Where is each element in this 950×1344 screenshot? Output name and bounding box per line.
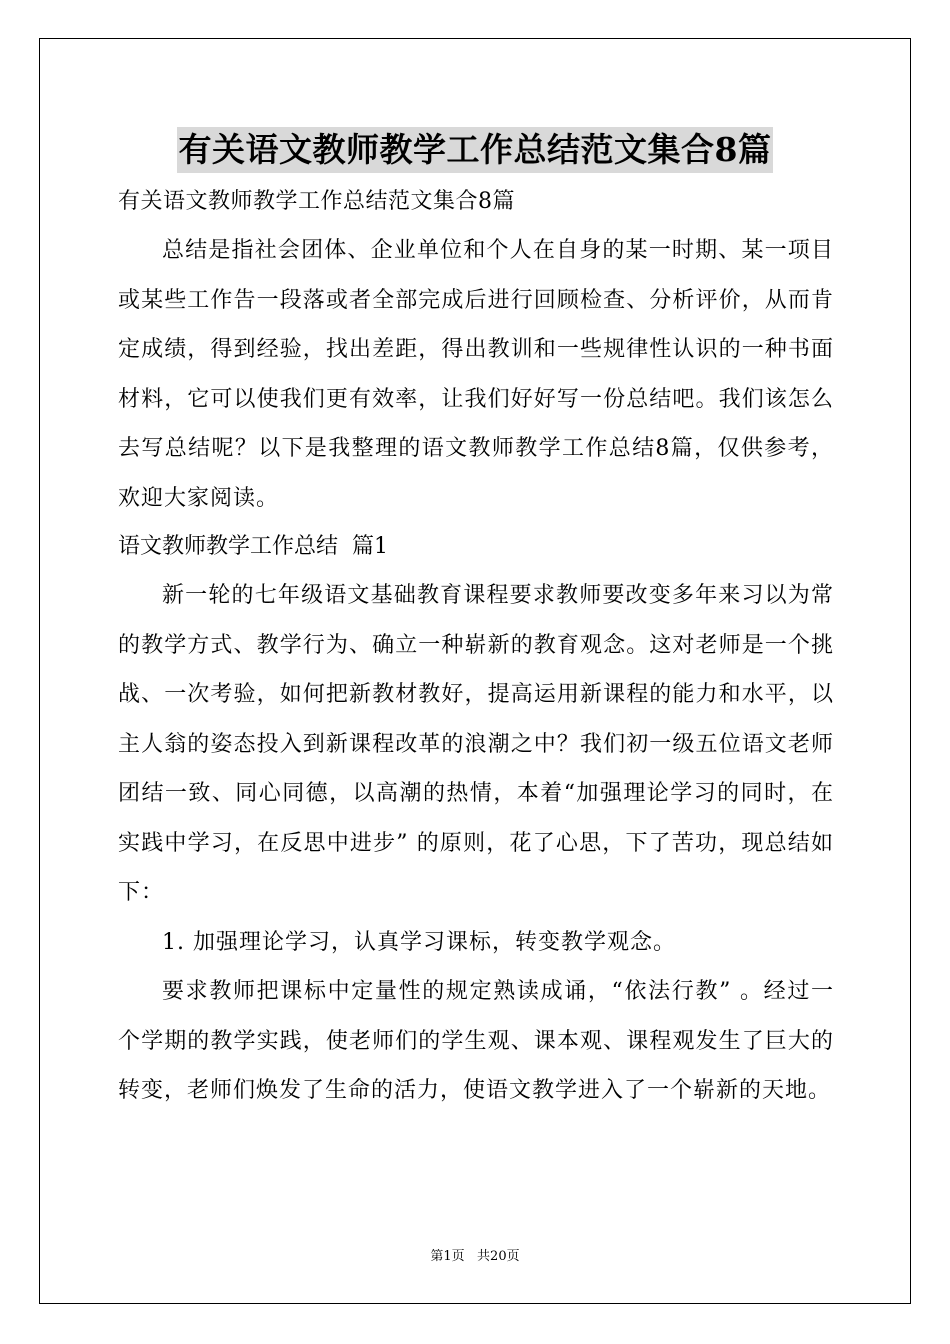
document-title-text: 有关语文教师教学工作总结范文集合8篇 (177, 127, 774, 173)
section1-point-1: 1. 加强理论学习，认真学习课标，转变教学观念。 (162, 929, 676, 955)
section-heading-1: 语文教师教学工作总结 篇1 (118, 534, 388, 559)
page-footer: 第1页 共20页 (430, 1249, 520, 1264)
section1-paragraph-1: 新一轮的七年级语文基础教育课程要求教师要改变多年来习以为常的教学方式、教学行为、确立一种崭新的教育观念。这对老师是一个挑战、一次考验，如何把新教材教好，提高运用新课程的能力和水平，以主人翁的姿态投入到新课程改革的浪潮之中？我们初一级五位语文老师团结一致、同心同德，以高潮的热情，本着“加强理论学习的同时，在实践中学习，在反思中进步” 的原则，花了心思，下了苦功，现总结如下： (118, 583, 834, 905)
intro-paragraph: 总结是指社会团体、企业单位和个人在自身的某一时期、某一项目或某些工作告一段落或者全部完成后进行回顾检查、分析评价，从而肯定成绩，得到经验，找出差距，得出教训和一些规律性认识的一种书面材料，它可以使我们更有效率，让我们好好写一份总结吧。我们该怎么去写总结呢？以下是我整理的语文教师教学工作总结8篇，仅供参考，欢迎大家阅读。 (118, 238, 834, 511)
document-subtitle: 有关语文教师教学工作总结范文集合8篇 (118, 189, 515, 214)
document-title (0, 127, 950, 173)
document-body (118, 178, 834, 1116)
section1-paragraph-2: 要求教师把课标中定量性的规定熟读成诵，“依法行教” 。经过一个学期的教学实践，使老师们的学生观、课本观、课程观发生了巨大的转变，老师们焕发了生命的活力，使语文教学进入了一个崭新的天地。 (118, 979, 834, 1103)
